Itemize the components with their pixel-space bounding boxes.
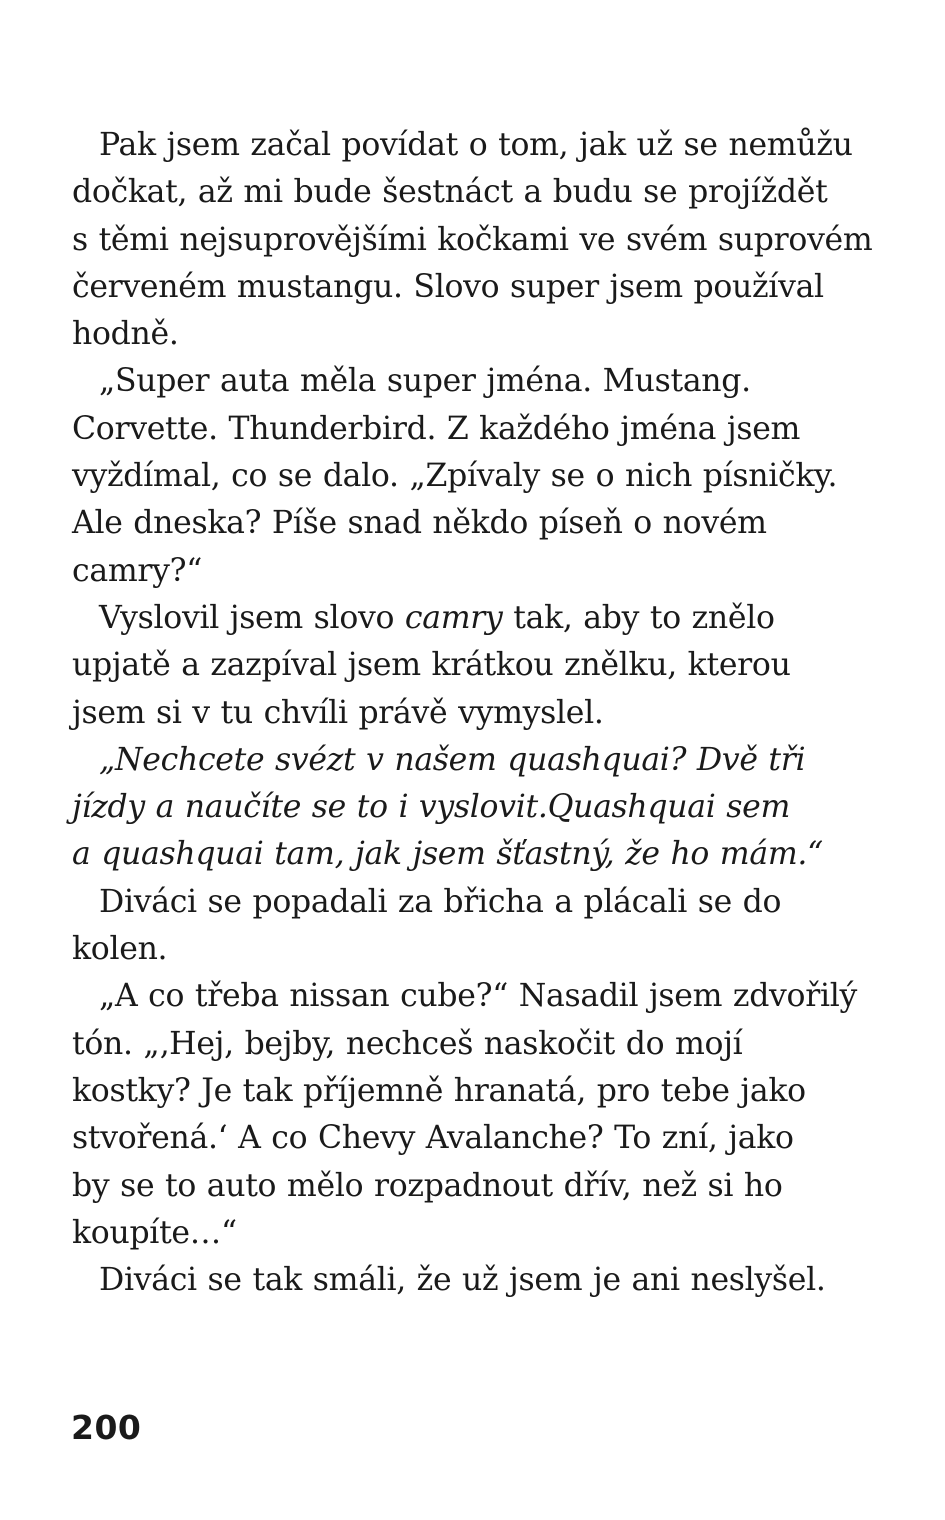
paragraph: [72, 358, 872, 594]
text-line: vyždímal, co se dalo. „Zpívaly se o nich písničky.: [72, 458, 838, 495]
text-line: kolen.: [72, 931, 168, 968]
text-line: dočkat, až mi bude šestnáct a budu se projíždět: [72, 174, 828, 211]
text-line: Diváci se popadali za břicha a plácali se do: [99, 883, 782, 920]
text-line: „A co třeba nissan cube?“ Nasadil jsem zdvořilý: [99, 978, 858, 1015]
text-line: kostky? Je tak příjemně hranatá, pro tebe jako: [72, 1072, 806, 1109]
paragraph: [72, 879, 872, 974]
text-line: koupíte…“: [72, 1214, 237, 1251]
body-text: [72, 122, 872, 1304]
emphasized-word: camry: [404, 599, 503, 636]
text-line: Ale dneska? Píše snad někdo píseň o novém: [72, 505, 767, 542]
paragraph: [72, 973, 872, 1257]
text-line: upjatě a zazpíval jsem krátkou znělku, kterou: [72, 647, 791, 684]
text-line: červeném mustangu. Slovo super jsem používal: [72, 268, 824, 305]
text-line: jsem si v tu chvíli právě vymyslel.: [72, 694, 604, 731]
paragraph: [72, 595, 872, 737]
text-line: „Nechcete svézt v našem quashquai? Dvě tři: [99, 741, 806, 778]
text-line: stvořená.‘ A co Chevy Avalanche? To zní, jako: [72, 1120, 794, 1157]
text-line: hodně.: [72, 316, 179, 353]
text-line: tón. „‚Hej, bejby, nechceš naskočit do mojí: [72, 1025, 743, 1062]
text-line: Pak jsem začal povídat o tom, jak už se nemůžu: [99, 127, 853, 163]
text-segment: Vyslovil jsem slovo: [99, 599, 405, 636]
text-line: Corvette. Thunderbird. Z každého jména jsem: [72, 410, 801, 447]
text-line: s těmi nejsuprovějšími kočkami ve svém suprovém: [72, 221, 873, 258]
text-line: a quashquai tam, jak jsem šťastný, že ho mám.“: [72, 836, 823, 873]
paragraph-song: [72, 737, 872, 879]
text-line: by se to auto mělo rozpadnout dřív, než si ho: [72, 1167, 783, 1204]
paragraph: [72, 122, 872, 358]
text-line: Diváci se tak smáli, že už jsem je ani neslyšel.: [99, 1262, 826, 1299]
text-line: jízdy a naučíte se to i vyslovit.Quashquai sem: [72, 789, 791, 826]
paragraph: [72, 1257, 872, 1304]
text-line: [72, 595, 872, 642]
text-line: camry?“: [72, 552, 203, 589]
page-number: 200: [71, 1408, 142, 1447]
text-segment: tak, aby to znělo: [502, 599, 775, 636]
text-line: „Super auta měla super jména. Mustang.: [99, 363, 751, 400]
